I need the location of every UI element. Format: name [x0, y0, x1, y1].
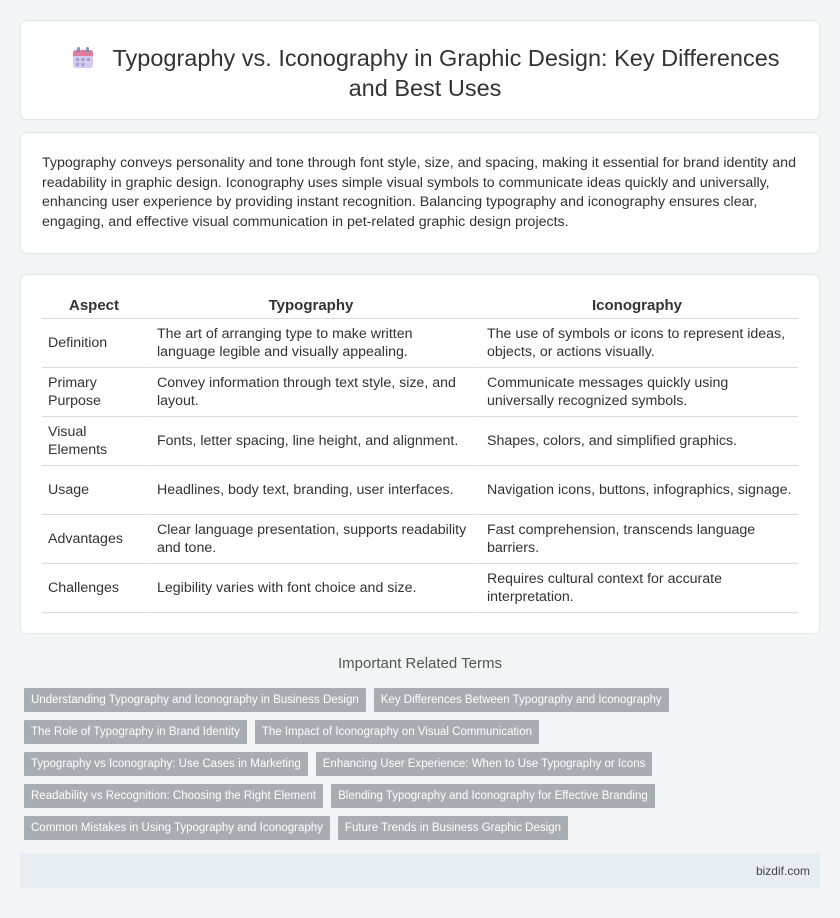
related-term-link[interactable]: The Role of Typography in Brand Identity — [24, 720, 247, 744]
table-row — [42, 515, 798, 564]
related-terms-list — [24, 688, 704, 848]
comparison-table-card — [20, 274, 820, 634]
related-term-link[interactable]: Common Mistakes in Using Typography and Iconography — [24, 816, 330, 840]
related-term-link[interactable]: Typography vs Iconography: Use Cases in Marketing — [24, 752, 308, 776]
aspect-cell: Challenges — [42, 564, 146, 613]
iconography-cell: Requires cultural context for accurate interpretation. — [476, 564, 798, 613]
typography-cell: Headlines, body text, branding, user interfaces. — [146, 466, 476, 515]
iconography-cell: Communicate messages quickly using universally recognized symbols. — [476, 368, 798, 417]
related-term-link[interactable]: Understanding Typography and Iconography in Business Design — [24, 688, 366, 712]
header-aspect: Aspect — [42, 297, 146, 319]
tag-row — [24, 752, 704, 776]
table-row — [42, 564, 798, 613]
footer — [20, 854, 820, 888]
header-typography: Typography — [146, 297, 476, 319]
related-term-link[interactable]: Readability vs Recognition: Choosing the Right Element — [24, 784, 323, 808]
tag-row — [24, 720, 704, 744]
table-header-row — [42, 297, 798, 319]
table-row — [42, 319, 798, 368]
typography-cell: The art of arranging type to make written language legible and visually appealing. — [146, 319, 476, 368]
related-term-link[interactable]: The Impact of Iconography on Visual Communication — [255, 720, 539, 744]
table-row — [42, 466, 798, 515]
aspect-cell: Visual Elements — [42, 417, 146, 466]
page-title-text: Typography vs. Iconography in Graphic Design: Key Differences and Best Uses — [112, 45, 780, 101]
iconography-cell: Navigation icons, buttons, infographics, signage. — [476, 466, 798, 515]
table-row — [42, 368, 798, 417]
related-terms-title: Important Related Terms — [338, 655, 502, 672]
title-wrap — [61, 43, 789, 103]
table-row — [42, 417, 798, 466]
aspect-cell: Primary Purpose — [42, 368, 146, 417]
header-card — [20, 20, 820, 120]
typography-cell: Legibility varies with font choice and size. — [146, 564, 476, 613]
related-term-link[interactable]: Enhancing User Experience: When to Use Typography or Icons — [316, 752, 653, 776]
intro-paragraph: Typography conveys personality and tone through font style, size, and spacing, making it essential for brand identity and readability in graphic design. Iconography uses simple visual symbols to communicate ideas quickly and universally, enhancing user experience by providing instant recognition. Balancing typography and iconography ensures clear, engaging, and effective visual communication in pet-related graphic design projects. — [42, 155, 796, 230]
tag-row — [24, 784, 704, 808]
aspect-cell: Usage — [42, 466, 146, 515]
related-term-link[interactable]: Key Differences Between Typography and Iconography — [374, 688, 669, 712]
iconography-cell: The use of symbols or icons to represent ideas, objects, or actions visually. — [476, 319, 798, 368]
tag-row — [24, 816, 704, 840]
calendar-icon — [70, 45, 96, 71]
typography-cell: Clear language presentation, supports readability and tone. — [146, 515, 476, 564]
comparison-table — [42, 297, 798, 613]
header-iconography: Iconography — [476, 297, 798, 319]
typography-cell: Fonts, letter spacing, line height, and alignment. — [146, 417, 476, 466]
related-term-link[interactable]: Future Trends in Business Graphic Design — [338, 816, 568, 840]
aspect-cell: Advantages — [42, 515, 146, 564]
iconography-cell: Fast comprehension, transcends language barriers. — [476, 515, 798, 564]
page-title — [61, 43, 789, 103]
typography-cell: Convey information through text style, size, and layout. — [146, 368, 476, 417]
footer-site-link[interactable]: bizdif.com — [755, 864, 810, 878]
related-term-link[interactable]: Blending Typography and Iconography for Effective Branding — [331, 784, 655, 808]
tag-row — [24, 688, 704, 712]
intro-card — [20, 132, 820, 254]
aspect-cell: Definition — [42, 319, 146, 368]
iconography-cell: Shapes, colors, and simplified graphics. — [476, 417, 798, 466]
